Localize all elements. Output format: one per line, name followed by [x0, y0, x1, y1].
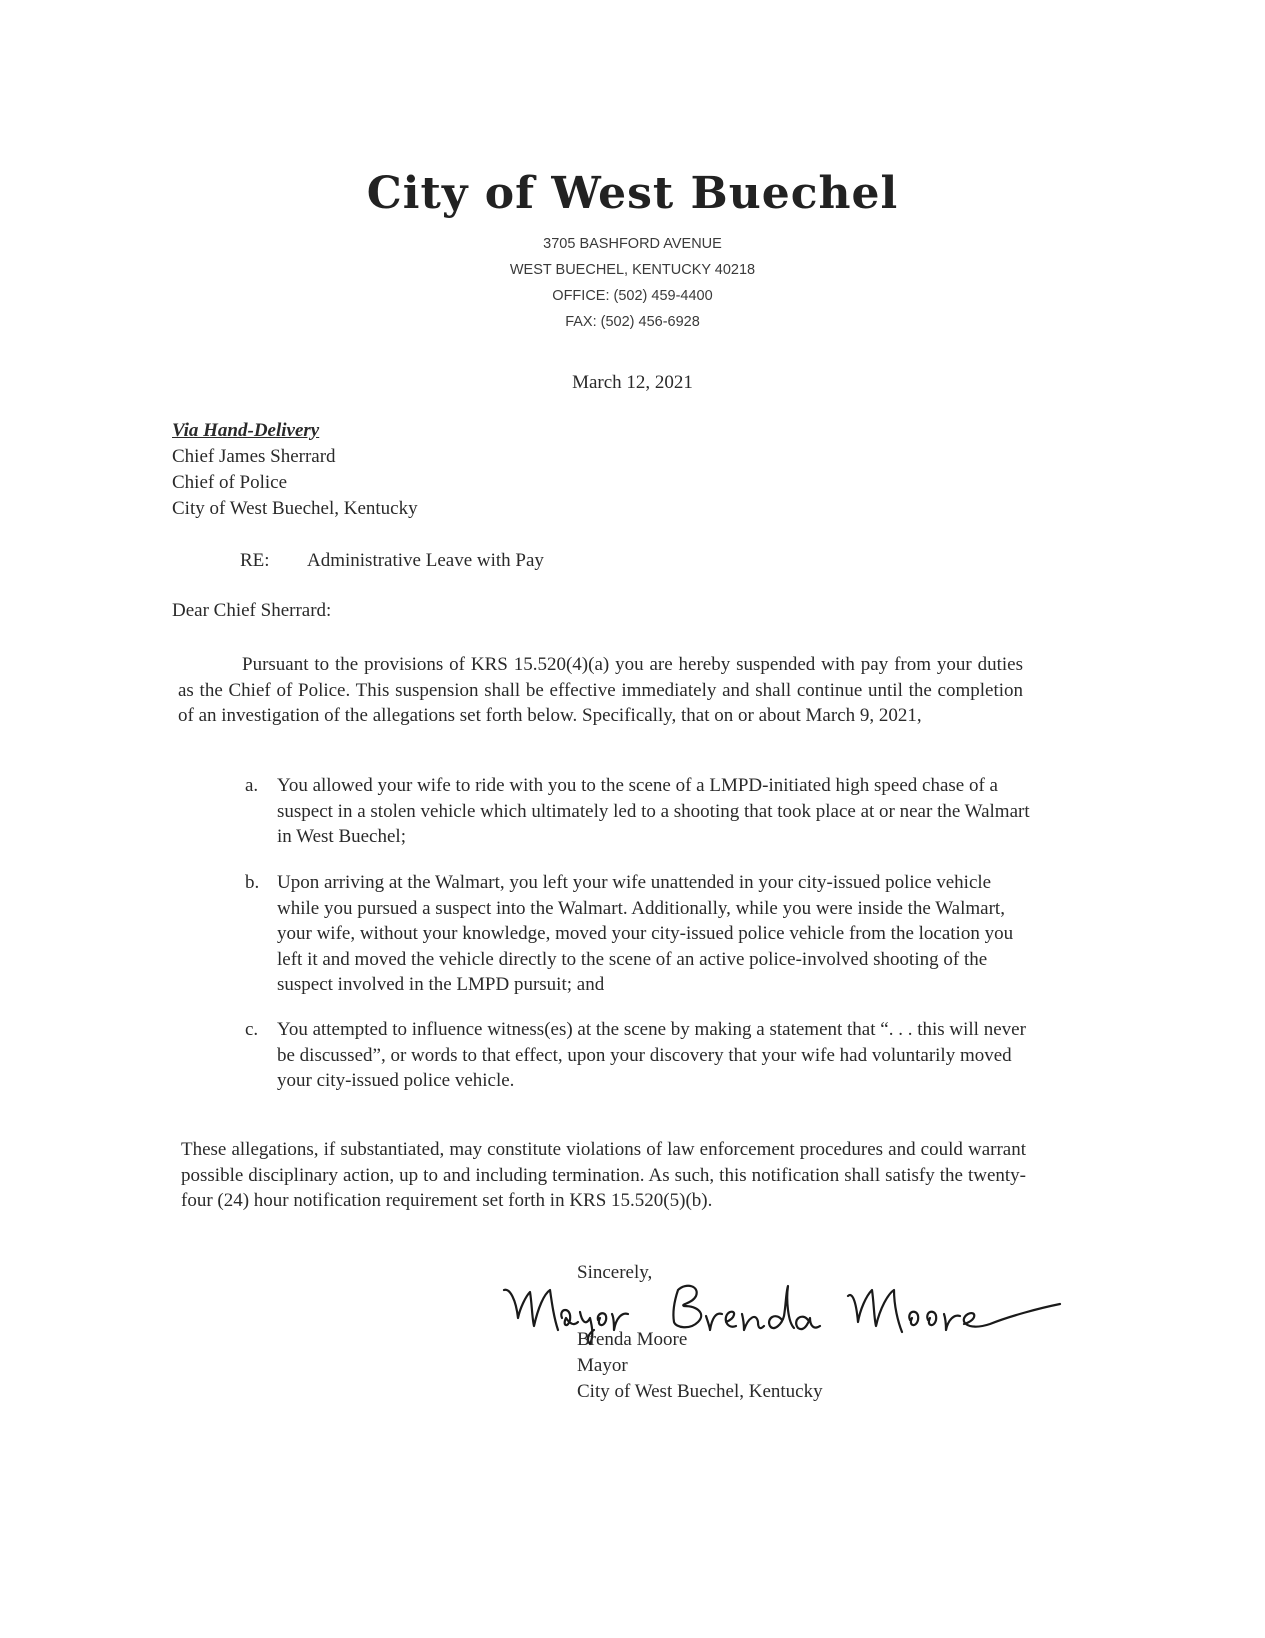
allegation-marker: b.: [245, 872, 260, 893]
signer-title: Mayor: [577, 1355, 628, 1376]
allegation-text: You attempted to influence witness(es) at the scene by making a statement that “. . . this will never be discussed”, or words to that effect, upon your discovery that your wife had voluntarily moved your city-issued police vehicle.: [277, 1019, 1026, 1091]
allegation-text: Upon arriving at the Walmart, you left your wife unattended in your city-issued police vehicle while you pursued a suspect into the Walmart. Additionally, while you were inside the Walmart, your wife, without your knowledge, moved your city-issued police vehicle from the location you left it and moved the vehicle directly to the scene of an active police-involved shooting of the suspect involved in the LMPD pursuit; and: [277, 872, 1014, 995]
letterhead-address-line2: WEST BUECHEL, KENTUCKY 40218: [509, 262, 756, 278]
intro-paragraph: Pursuant to the provisions of KRS 15.520(4)(a) you are hereby suspended with pay from your duties as the Chief of Police. This suspension shall be effective immediately and shall continue until the completion of an investigation of the allegations set forth below. Specifically, that on or about March 9, 2021,: [178, 654, 1023, 726]
complimentary-close: Sincerely,: [577, 1262, 653, 1283]
letterhead-fax: FAX: (502) 456-6928: [565, 314, 700, 330]
delivery-method: Via Hand-Delivery: [172, 420, 320, 441]
allegation-b: [245, 870, 1030, 998]
letterhead-address-line1: 3705 BASHFORD AVENUE: [543, 236, 722, 252]
salutation: Dear Chief Sherrard:: [172, 600, 332, 621]
letter-date: March 12, 2021: [572, 372, 693, 393]
recipient-org: City of West Buechel, Kentucky: [172, 498, 418, 519]
re-label: RE:: [240, 550, 270, 571]
recipient-title: Chief of Police: [172, 472, 288, 493]
signer-name: Brenda Moore: [577, 1329, 688, 1350]
allegation-a: [245, 773, 1030, 850]
closing-paragraph: These allegations, if substantiated, may constitute violations of law enforcement procedures and could warrant possible disciplinary action, up to and including termination. As such, this notification shall satisfy the twenty-four (24) hour notification requirement set forth in KRS 15.520(5)(b).: [181, 1139, 1026, 1211]
recipient-name: Chief James Sherrard: [172, 446, 336, 467]
allegation-text: You allowed your wife to ride with you to the scene of a LMPD-initiated high speed chase of a suspect in a stolen vehicle which ultimately led to a shooting that took place at or near the Walmart in West Buechel;: [277, 775, 1030, 847]
signer-org: City of West Buechel, Kentucky: [577, 1381, 823, 1402]
letterhead-office-phone: OFFICE: (502) 459-4400: [552, 288, 713, 304]
allegation-marker: a.: [245, 775, 259, 796]
allegation-c: [245, 1017, 1030, 1094]
letterhead-title: City of West Buechel: [366, 168, 899, 219]
re-subject: Administrative Leave with Pay: [307, 550, 544, 571]
allegation-marker: c.: [245, 1019, 259, 1040]
